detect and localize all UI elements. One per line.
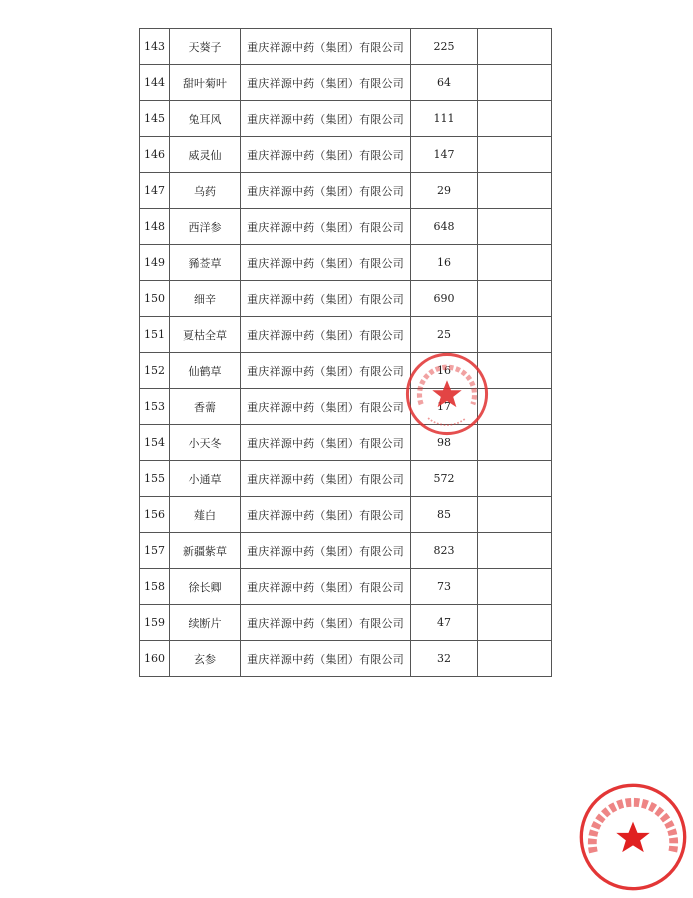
supplier-cell: 重庆祥源中药（集团）有限公司 xyxy=(241,569,411,605)
note-cell xyxy=(478,101,552,137)
table-row xyxy=(140,533,552,569)
quantity-cell: 98 xyxy=(411,425,478,461)
row-index-cell: 146 xyxy=(140,137,170,173)
row-index-cell: 152 xyxy=(140,353,170,389)
row-index-cell: 155 xyxy=(140,461,170,497)
quantity-cell: 85 xyxy=(411,497,478,533)
quantity-cell: 32 xyxy=(411,641,478,677)
herb-name-cell: 徐长卿 xyxy=(170,569,241,605)
row-index-cell: 154 xyxy=(140,425,170,461)
herb-name-cell: 西洋参 xyxy=(170,209,241,245)
table-row xyxy=(140,569,552,605)
supplier-cell: 重庆祥源中药（集团）有限公司 xyxy=(241,641,411,677)
note-cell xyxy=(478,497,552,533)
supplier-cell: 重庆祥源中药（集团）有限公司 xyxy=(241,533,411,569)
quantity-cell: 29 xyxy=(411,173,478,209)
note-cell xyxy=(478,29,552,65)
supplier-cell: 重庆祥源中药（集团）有限公司 xyxy=(241,65,411,101)
row-index-cell: 149 xyxy=(140,245,170,281)
row-index-cell: 153 xyxy=(140,389,170,425)
table-row xyxy=(140,29,552,65)
row-index-cell: 143 xyxy=(140,29,170,65)
quantity-cell: 225 xyxy=(411,29,478,65)
row-index-cell: 148 xyxy=(140,209,170,245)
table-row xyxy=(140,245,552,281)
herb-name-cell: 豨莶草 xyxy=(170,245,241,281)
supplier-seal-stamp xyxy=(404,351,490,437)
herb-name-cell: 香薷 xyxy=(170,389,241,425)
table-row xyxy=(140,209,552,245)
row-index-cell: 145 xyxy=(140,101,170,137)
note-cell xyxy=(478,605,552,641)
herb-name-cell: 仙鹤草 xyxy=(170,353,241,389)
supplier-cell: 重庆祥源中药（集团）有限公司 xyxy=(241,425,411,461)
note-cell xyxy=(478,173,552,209)
quantity-cell: 73 xyxy=(411,569,478,605)
quantity-cell: 47 xyxy=(411,605,478,641)
quantity-cell: 823 xyxy=(411,533,478,569)
supplier-cell: 重庆祥源中药（集团）有限公司 xyxy=(241,245,411,281)
row-index-cell: 151 xyxy=(140,317,170,353)
herb-name-cell: 乌药 xyxy=(170,173,241,209)
quantity-cell: 64 xyxy=(411,65,478,101)
supplier-cell: 重庆祥源中药（集团）有限公司 xyxy=(241,281,411,317)
row-index-cell: 156 xyxy=(140,497,170,533)
table-row xyxy=(140,173,552,209)
table-row xyxy=(140,65,552,101)
quantity-cell: 111 xyxy=(411,101,478,137)
supplier-cell: 重庆祥源中药（集团）有限公司 xyxy=(241,209,411,245)
note-cell xyxy=(478,461,552,497)
note-cell xyxy=(478,533,552,569)
table-row xyxy=(140,317,552,353)
row-index-cell: 159 xyxy=(140,605,170,641)
herb-name-cell: 夏枯全草 xyxy=(170,317,241,353)
quantity-cell: 147 xyxy=(411,137,478,173)
herb-name-cell: 小通草 xyxy=(170,461,241,497)
row-index-cell: 150 xyxy=(140,281,170,317)
row-index-cell: 144 xyxy=(140,65,170,101)
quantity-cell: 572 xyxy=(411,461,478,497)
supplier-cell: 重庆祥源中药（集团）有限公司 xyxy=(241,137,411,173)
row-index-cell: 147 xyxy=(140,173,170,209)
herb-name-cell: 玄参 xyxy=(170,641,241,677)
table-row xyxy=(140,101,552,137)
quantity-cell: 25 xyxy=(411,317,478,353)
company-seal-stamp xyxy=(578,782,688,892)
table-row xyxy=(140,281,552,317)
supplier-cell: 重庆祥源中药（集团）有限公司 xyxy=(241,497,411,533)
quantity-cell: 648 xyxy=(411,209,478,245)
supplier-cell: 重庆祥源中药（集团）有限公司 xyxy=(241,101,411,137)
note-cell xyxy=(478,641,552,677)
herb-name-cell: 兔耳风 xyxy=(170,101,241,137)
note-cell xyxy=(478,281,552,317)
quantity-cell: 17 xyxy=(411,389,478,425)
supplier-cell: 重庆祥源中药（集团）有限公司 xyxy=(241,173,411,209)
herb-name-cell: 威灵仙 xyxy=(170,137,241,173)
note-cell xyxy=(478,65,552,101)
note-cell xyxy=(478,569,552,605)
row-index-cell: 157 xyxy=(140,533,170,569)
supplier-cell: 重庆祥源中药（集团）有限公司 xyxy=(241,461,411,497)
note-cell xyxy=(478,137,552,173)
herb-name-cell: 细辛 xyxy=(170,281,241,317)
note-cell xyxy=(478,245,552,281)
table-row xyxy=(140,497,552,533)
row-index-cell: 160 xyxy=(140,641,170,677)
herb-name-cell: 薤白 xyxy=(170,497,241,533)
note-cell xyxy=(478,317,552,353)
row-index-cell: 158 xyxy=(140,569,170,605)
herb-name-cell: 小天冬 xyxy=(170,425,241,461)
quantity-cell: 16 xyxy=(411,245,478,281)
supplier-cell: 重庆祥源中药（集团）有限公司 xyxy=(241,317,411,353)
table-row xyxy=(140,641,552,677)
note-cell xyxy=(478,209,552,245)
table-row xyxy=(140,605,552,641)
table-row xyxy=(140,137,552,173)
herb-name-cell: 天葵子 xyxy=(170,29,241,65)
supplier-cell: 重庆祥源中药（集团）有限公司 xyxy=(241,605,411,641)
table-row xyxy=(140,461,552,497)
quantity-cell: 16 xyxy=(411,353,478,389)
herb-name-cell: 续断片 xyxy=(170,605,241,641)
product-table xyxy=(139,28,552,677)
supplier-cell: 重庆祥源中药（集团）有限公司 xyxy=(241,353,411,389)
supplier-cell: 重庆祥源中药（集团）有限公司 xyxy=(241,29,411,65)
supplier-cell: 重庆祥源中药（集团）有限公司 xyxy=(241,389,411,425)
herb-name-cell: 甜叶菊叶 xyxy=(170,65,241,101)
herb-name-cell: 新疆紫草 xyxy=(170,533,241,569)
quantity-cell: 690 xyxy=(411,281,478,317)
